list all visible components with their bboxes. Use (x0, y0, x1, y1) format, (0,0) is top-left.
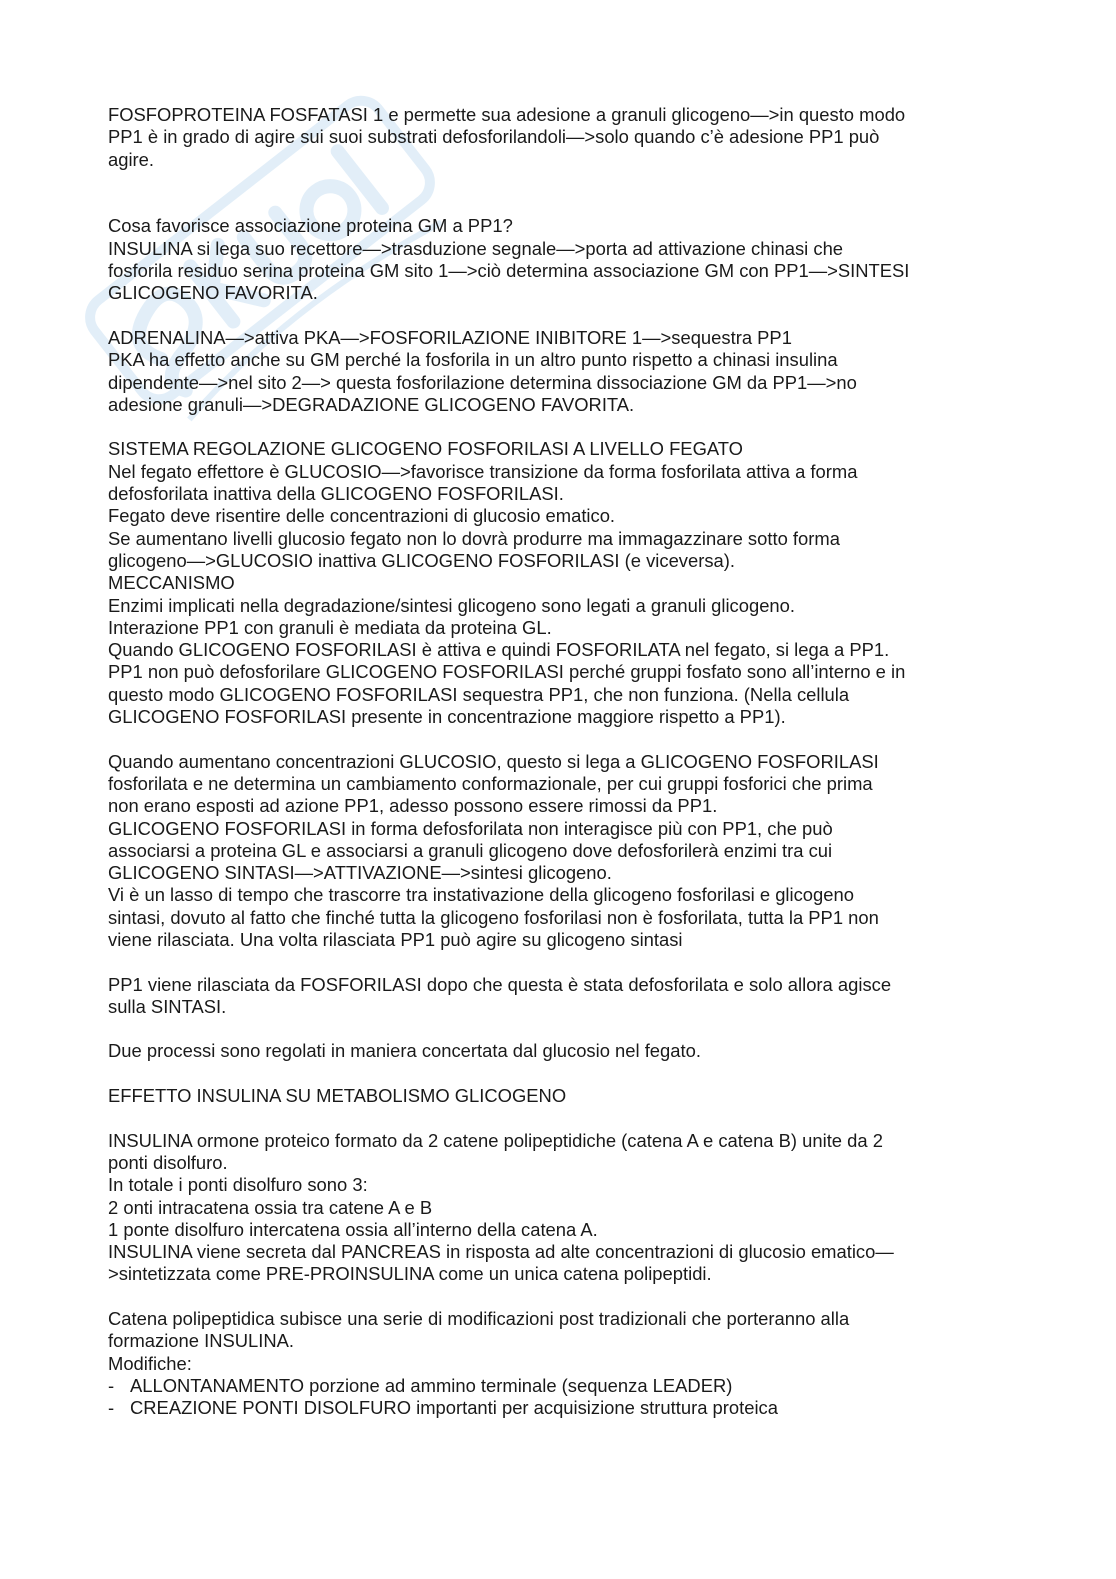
paragraph-gap (108, 1107, 1018, 1129)
text-line: MECCANISMO (108, 572, 235, 594)
text-line: 1 ponte disolfuro intercatena ossia all’interno della catena A. (108, 1218, 598, 1240)
text-line: PP1 è in grado di agire sui suoi substrati defosforilandoli—>solo quando c’è adesione PP1 può (108, 126, 880, 148)
paragraph-gap (108, 1286, 1018, 1308)
paragraph-gap (108, 1018, 1018, 1040)
text-line: GLICOGENO FOSFORILASI in forma defosforilata non interagisce più con PP1, che può (108, 817, 833, 839)
text-line: dipendente—>nel sito 2—> questa fosforilazione determina dissociazione GM da PP1—>no (108, 371, 857, 393)
bullet-dash: - (108, 1374, 115, 1396)
text-line: glicogeno—>GLUCOSIO inattiva GLICOGENO FOSFORILASI (e viceversa). (108, 549, 736, 571)
bullet-text: ALLONTANAMENTO porzione ad ammino terminale (sequenza LEADER) (130, 1374, 733, 1396)
paragraph-gap (108, 951, 1018, 973)
paragraph (108, 104, 1018, 171)
text-line: formazione INSULINA. (108, 1330, 295, 1352)
text-line: INSULINA ormone proteico formato da 2 catene polipeptidiche (catena A e catena B) unite da 2 (108, 1129, 883, 1151)
paragraph-gap (108, 305, 1018, 327)
text-line: fosforila residuo serina proteina GM sito 1—>ciò determina associazione GM con PP1—>SINTESI (108, 260, 910, 282)
text-line: defosforilata inattiva della GLICOGENO FOSFORILASI. (108, 483, 564, 505)
text-line: Quando aumentano concentrazioni GLUCOSIO, questo si lega a GLICOGENO FOSFORILASI (108, 750, 879, 772)
text-line: FOSFOPROTEINA FOSFATASI 1 e permette sua adesione a granuli glicogeno—>in questo modo (108, 104, 906, 125)
text-line: fosforilata e ne determina un cambiamento conformazionale, per cui gruppi fosforici che prima (108, 772, 873, 794)
text-line: Fegato deve risentire delle concentrazioni di glucosio ematico. (108, 505, 616, 527)
paragraph-gap (108, 171, 1018, 193)
text-line: associarsi a proteina GL e associarsi a granuli glicogeno dove defosforilerà enzimi tra cui (108, 839, 833, 861)
paragraph (108, 1308, 1018, 1375)
list-item (108, 1375, 1018, 1397)
paragraph (108, 1130, 1018, 1286)
document-body (108, 104, 1018, 1420)
bullet-list (108, 1375, 1018, 1420)
text-line: sulla SINTASI. (108, 995, 227, 1017)
text-line: viene rilasciata. Una volta rilasciata PP1 può agire su glicogeno sintasi (108, 928, 683, 950)
paragraph-gap (108, 193, 1018, 215)
text-line: Se aumentano livelli glucosio fegato non lo dovrà produrre ma immagazzinare sotto forma (108, 527, 840, 549)
text-line: agire. (108, 148, 155, 170)
paragraph-gap (108, 728, 1018, 750)
text-line: questo modo GLICOGENO FOSFORILASI sequestra PP1, che non funziona. (Nella cellula (108, 683, 850, 705)
text-line: Nel fegato effettore è GLUCOSIO—>favorisce transizione da forma fosforilata attiva a forma (108, 460, 858, 482)
text-line: Due processi sono regolati in maniera concertata dal glucosio nel fegato. (108, 1040, 701, 1062)
text-line: adesione granuli—>DEGRADAZIONE GLICOGENO FAVORITA. (108, 393, 635, 415)
text-line: GLICOGENO FOSFORILASI presente in concentrazione maggiore rispetto a PP1). (108, 706, 786, 728)
text-line: 2 onti intracatena ossia tra catene A e B (108, 1196, 433, 1218)
bullet-dash: - (108, 1397, 115, 1419)
text-line: sintasi, dovuto al fatto che finché tutta la glicogeno fosforilasi non è fosforilata, tutta la PP1 non (108, 906, 879, 928)
text-line: Quando GLICOGENO FOSFORILASI è attiva e quindi FOSFORILATA nel fegato, si lega a PP1. (108, 639, 890, 661)
paragraph (108, 215, 1018, 304)
text-line: In totale i ponti disolfuro sono 3: (108, 1174, 368, 1196)
text-line: EFFETTO INSULINA SU METABOLISMO GLICOGENO (108, 1085, 567, 1107)
paragraph (108, 751, 1018, 952)
paragraph-gap (108, 416, 1018, 438)
text-line: ADRENALINA—>attiva PKA—>FOSFORILAZIONE INIBITORE 1—>sequestra PP1 (108, 326, 792, 348)
text-line: ponti disolfuro. (108, 1151, 228, 1173)
text-line: INSULINA viene secreta dal PANCREAS in risposta ad alte concentrazioni di glucosio ematico— (108, 1241, 894, 1263)
paragraph (108, 1040, 1018, 1062)
text-line: Catena polipeptidica subisce una serie di modificazioni post tradizionali che porteranno alla (108, 1308, 850, 1330)
text-line: GLICOGENO FAVORITA. (108, 282, 318, 304)
text-line: Enzimi implicati nella degradazione/sintesi glicogeno sono legati a granuli glicogeno. (108, 594, 795, 616)
text-line: non erano esposti ad azione PP1, adesso possono essere rimossi da PP1. (108, 795, 718, 817)
paragraph (108, 327, 1018, 416)
paragraph (108, 438, 1018, 728)
paragraph-gap (108, 1063, 1018, 1085)
text-line: PKA ha effetto anche su GM perché la fosforila in un altro punto rispetto a chinasi insulina (108, 349, 838, 371)
paragraph (108, 974, 1018, 1019)
text-line: Cosa favorisce associazione proteina GM a PP1? (108, 215, 513, 237)
bullet-text: CREAZIONE PONTI DISOLFURO importanti per acquisizione struttura proteica (130, 1397, 778, 1419)
text-line: >sintetizzata come PRE-PROINSULINA come un unica catena polipeptidi. (108, 1263, 712, 1285)
text-line: Modifiche: (108, 1352, 192, 1374)
text-line: SISTEMA REGOLAZIONE GLICOGENO FOSFORILASI A LIVELLO FEGATO (108, 438, 743, 460)
text-line: GLICOGENO SINTASI—>ATTIVAZIONE—>sintesi glicogeno. (108, 862, 612, 884)
paragraph (108, 1085, 1018, 1107)
text-line: PP1 viene rilasciata da FOSFORILASI dopo che questa è stata defosforilata e solo allora agisce (108, 973, 892, 995)
text-line: PP1 non può defosforilare GLICOGENO FOSFORILASI perché gruppi fosfato sono all’interno e in (108, 661, 906, 683)
text-line: Vi è un lasso di tempo che trascorre tra instativazione della glicogeno fosforilasi e glicogeno (108, 884, 854, 906)
list-item (108, 1397, 1018, 1419)
text-line: INSULINA si lega suo recettore—>trasduzione segnale—>porta ad attivazione chinasi che (108, 237, 844, 259)
text-line: Interazione PP1 con granuli è mediata da proteina GL. (108, 616, 552, 638)
